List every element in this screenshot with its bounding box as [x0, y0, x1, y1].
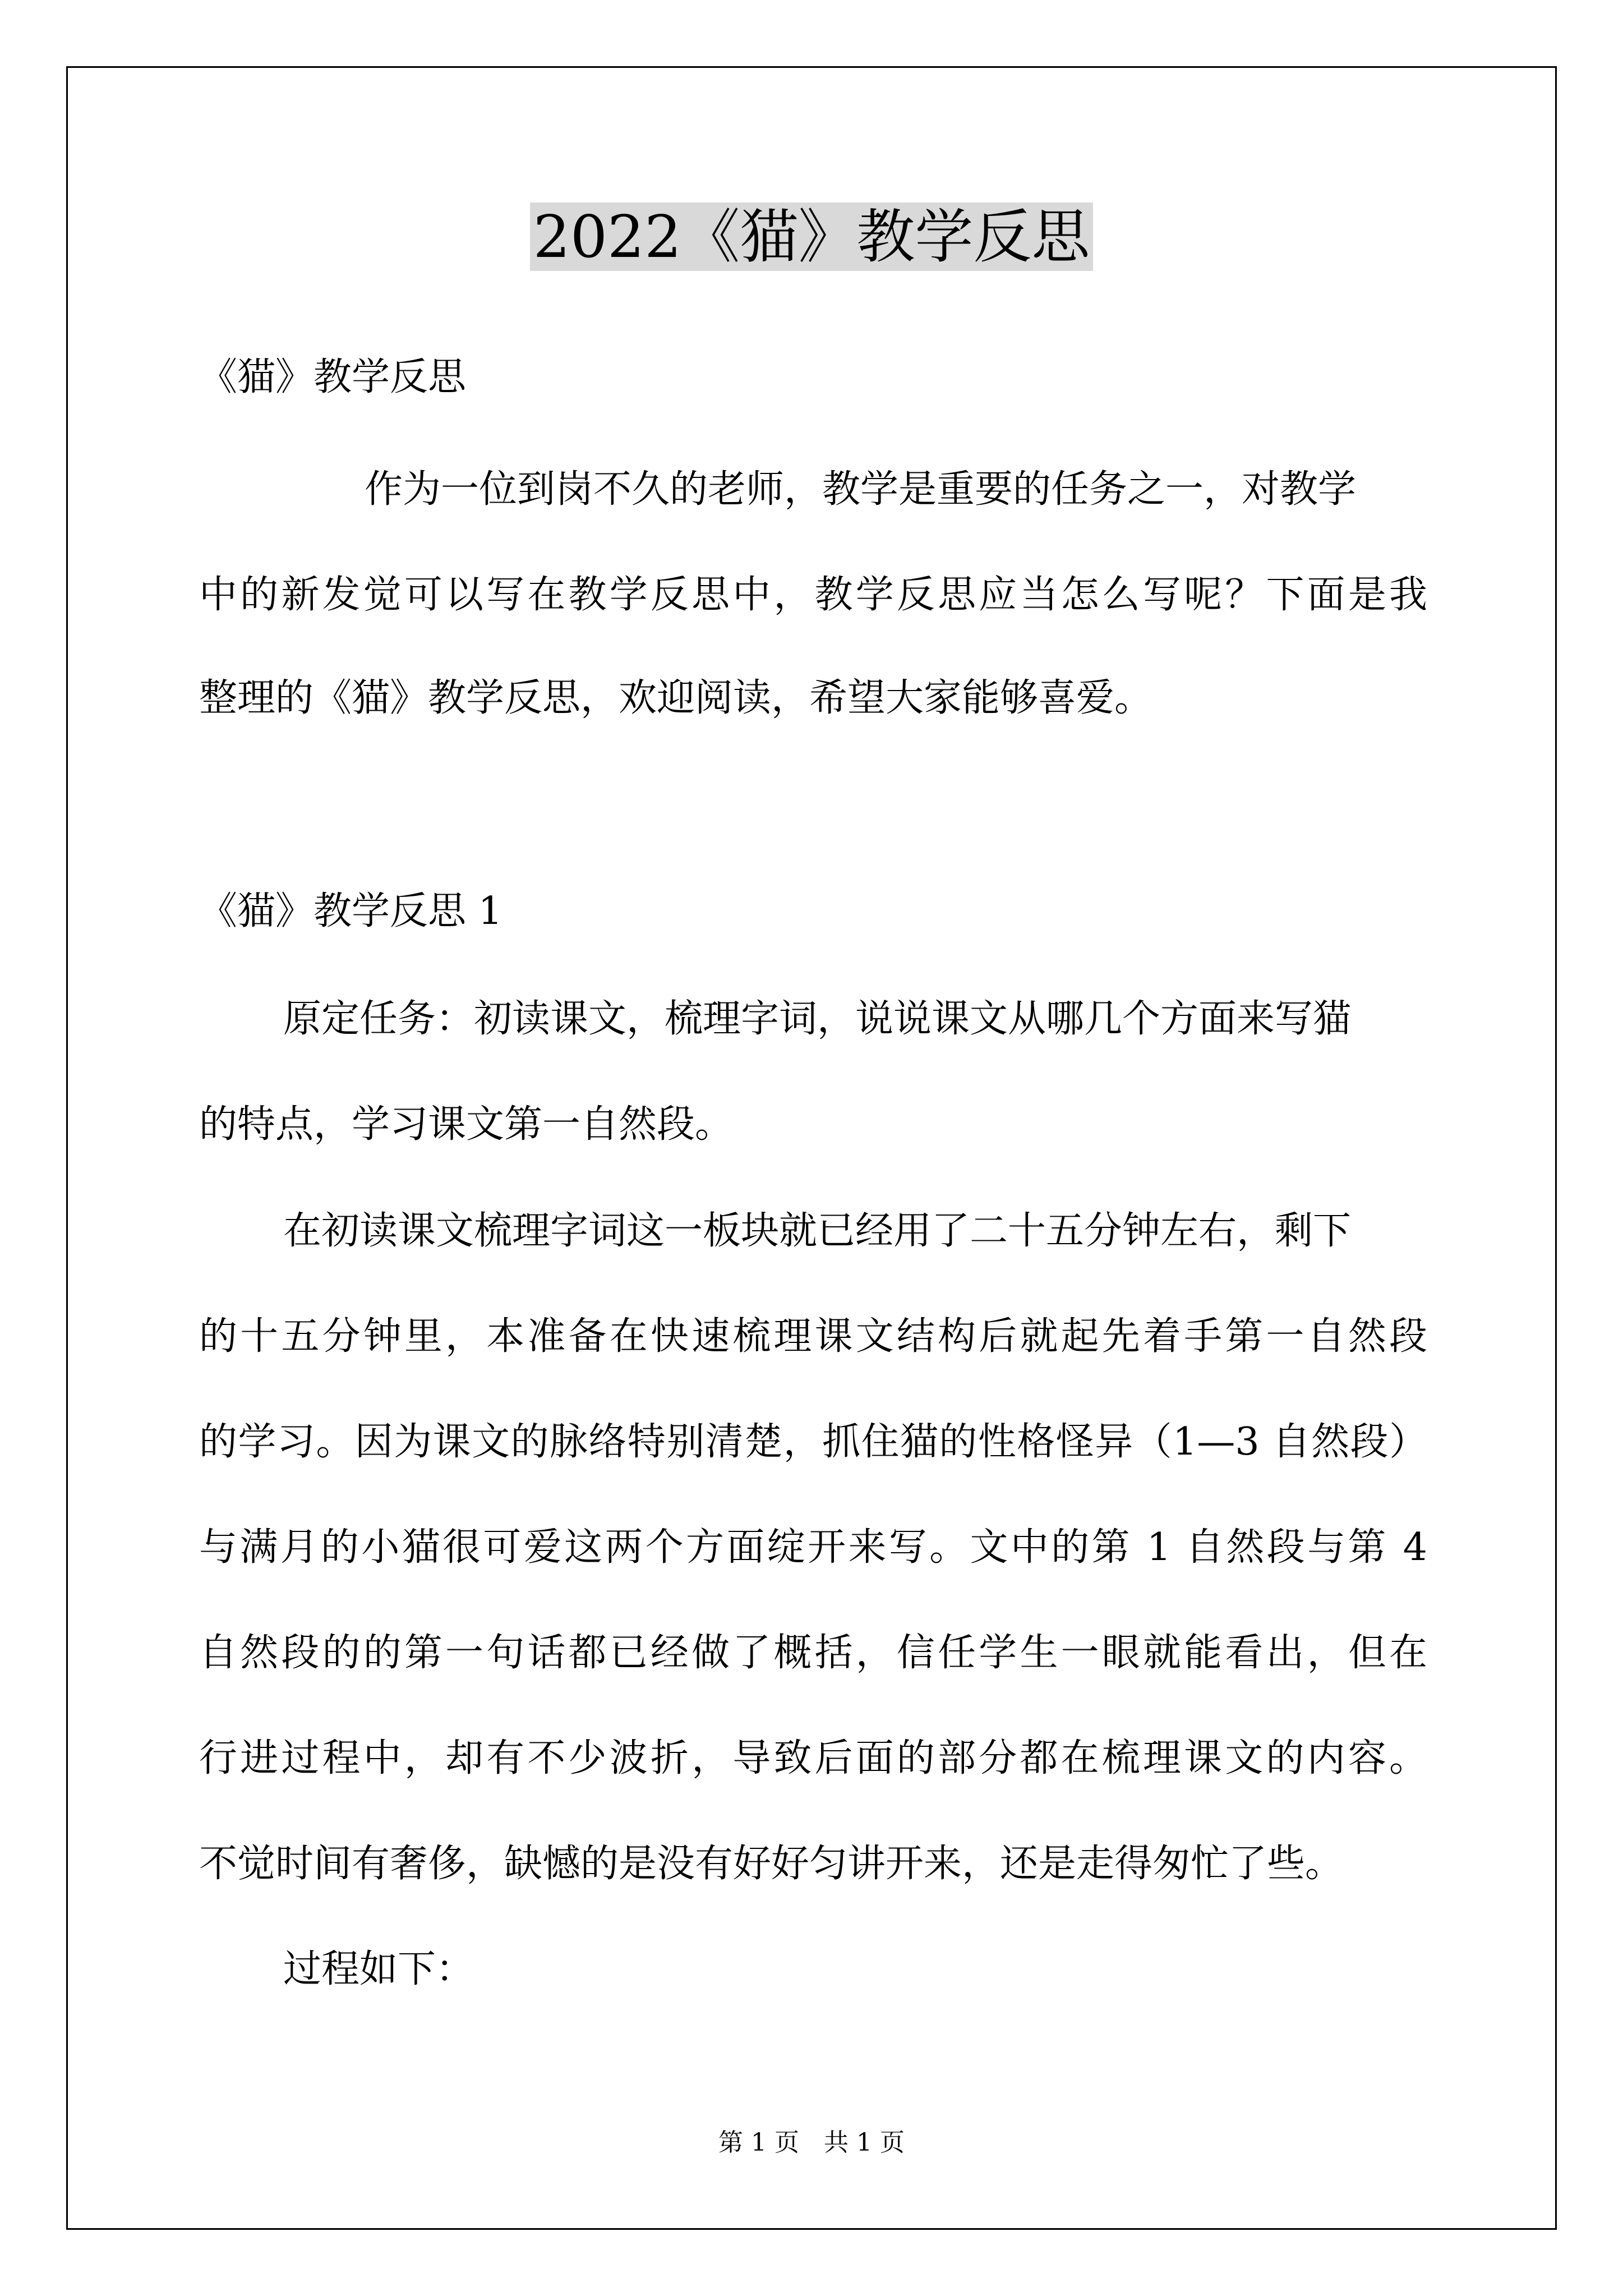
para1-line-2: 的特点，学习课文第一自然段。: [199, 1102, 734, 1147]
document-title: [0, 197, 1623, 276]
para2-line-7: 不觉时间有奢侈，缺憾的是没有好好匀讲开来，还是走得匆忙了些。: [199, 1842, 1344, 1886]
intro-line-1: 作为一位到岗不久的老师，教学是重要的任务之一，对教学: [365, 467, 1357, 512]
para2-line-5: 自然段的的第一句话都已经做了概括，信任学生一眼就能看出，但在: [199, 1631, 1427, 1675]
document-title-text: 2022《猫》教学反思: [530, 203, 1094, 271]
para1-line-1: 原定任务：初读课文，梳理字词，说说课文从哪几个方面来写猫: [283, 997, 1352, 1041]
para2-line-1: 在初读课文梳理字词这一板块就已经用了二十五分钟左右，剩下: [283, 1209, 1352, 1253]
para2-line-6: 行进过程中，却有不少波折，导致后面的部分都在梳理课文的内容。: [199, 1736, 1427, 1780]
intro-line-2: 中的新发觉可以写在教学反思中，教学反思应当怎么写呢？下面是我: [199, 573, 1427, 617]
subtitle: 《猫》教学反思: [199, 355, 467, 399]
page-footer: 第 1 页 共 1 页: [718, 2128, 905, 2157]
para3-line-1: 过程如下：: [283, 1947, 474, 1991]
para2-line-4: 与满月的小猫很可爱这两个方面绽开来写。文中的第 1 自然段与第 4: [199, 1525, 1428, 1570]
para2-line-3: 的学习。因为课文的脉络特别清楚，抓住猫的性格怪异（1—3 自然段）: [199, 1420, 1427, 1464]
section-heading: 《猫》教学反思 1: [199, 889, 502, 933]
intro-line-3: 整理的《猫》教学反思，欢迎阅读，希望大家能够喜爱。: [199, 676, 1153, 720]
para2-line-2: 的十五分钟里，本准备在快速梳理课文结构后就起先着手第一自然段: [199, 1314, 1427, 1359]
